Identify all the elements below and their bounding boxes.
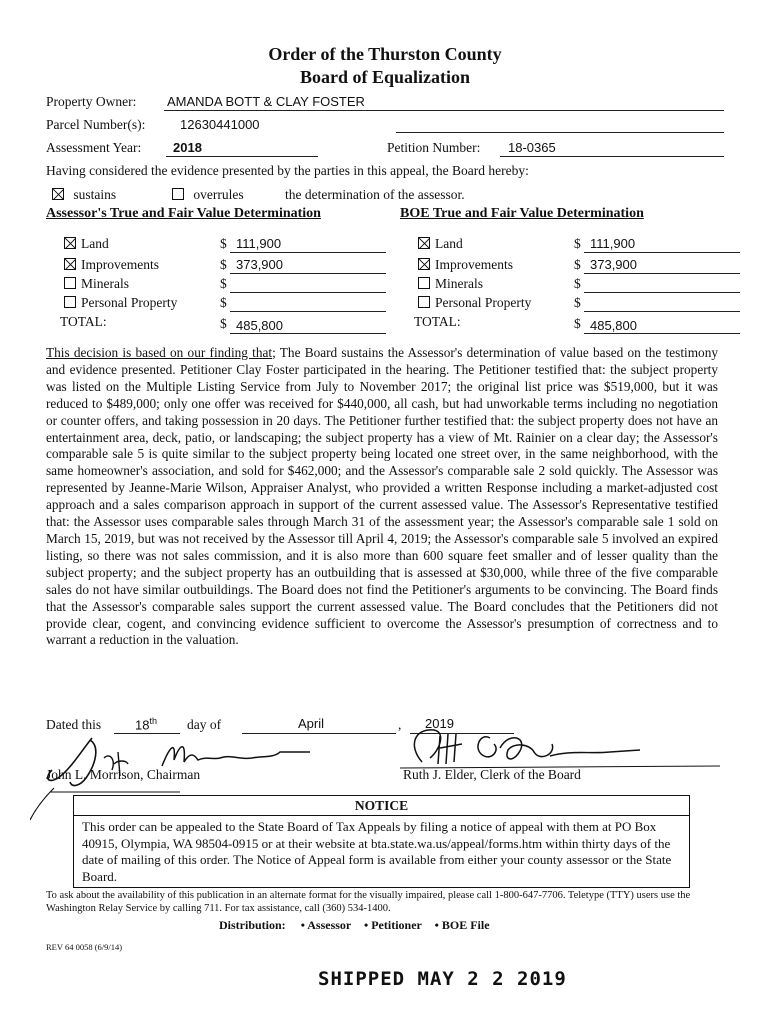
assessor-row-land[interactable] [64, 236, 109, 252]
dated-day-of: day of [187, 717, 222, 732]
owner-label: Property Owner: [46, 94, 137, 109]
assessor-value-line [230, 252, 386, 253]
decision-body [46, 345, 718, 649]
assessor-total-value: 485,800 [236, 318, 283, 333]
sustains-label: sustains [73, 187, 117, 202]
document-title-line2: Board of Equalization [299, 67, 471, 87]
assessor-row-label: Minerals [81, 276, 129, 291]
boe-total-value: 485,800 [590, 318, 637, 333]
boe-value-line [584, 273, 740, 274]
assessor-currency-symbol: $ [220, 257, 227, 272]
form-id: REV 64 0058 (6/9/14) [46, 942, 123, 952]
finding-lead: This decision is based on our finding that [46, 345, 273, 360]
dated-prefix: Dated this [46, 717, 102, 732]
overrules-option[interactable] [172, 187, 244, 203]
boe-currency-symbol: $ [574, 257, 581, 272]
boe-row-land[interactable] [418, 236, 463, 252]
parcel-value: 12630441000 [180, 117, 260, 132]
parcel-label: Parcel Number(s): [46, 117, 146, 132]
boe-value: 111,900 [590, 236, 636, 251]
dated-comma: , [398, 717, 402, 732]
assessor-row-improvements[interactable] [64, 257, 159, 273]
distribution-label: Distribution: [219, 918, 286, 932]
decision-intro: Having considered the evidence presented by the parties in this appeal, the Board hereby: [46, 163, 529, 178]
boe-row-label: Improvements [435, 257, 513, 272]
overrules-label: overrules [193, 187, 244, 202]
boe-value-line [584, 252, 740, 253]
assessor-value: 373,900 [236, 257, 283, 272]
assessor-minerals-checkbox[interactable] [64, 277, 76, 289]
boe-total-currency: $ [574, 316, 581, 331]
boe-heading: BOE True and Fair Value Determination [400, 206, 644, 221]
notice-box [73, 795, 690, 888]
boe-minerals-checkbox[interactable] [418, 277, 430, 289]
clerk-name: Ruth J. Elder, Clerk of the Board [403, 767, 581, 782]
shipped-stamp: SHIPPED MAY 2 2 2019 [318, 968, 567, 990]
assessor-currency-symbol: $ [220, 295, 227, 310]
assessor-total-label: TOTAL: [60, 314, 107, 329]
assessment-year-label: Assessment Year: [46, 140, 142, 155]
assessor-row-label: Improvements [81, 257, 159, 272]
boe-personal-property-checkbox[interactable] [418, 296, 430, 308]
boe-row-label: Minerals [435, 276, 483, 291]
dated-year: 2019 [425, 716, 454, 731]
overrules-checkbox[interactable] [172, 188, 184, 200]
boe-row-minerals[interactable] [418, 276, 483, 292]
boe-value: 373,900 [590, 257, 637, 272]
boe-land-checkbox[interactable] [418, 237, 430, 249]
boe-currency-symbol: $ [574, 236, 581, 251]
assessor-row-personal-property[interactable] [64, 295, 177, 311]
assessor-row-minerals[interactable] [64, 276, 129, 292]
dated-month: April [298, 716, 325, 731]
assessor-heading: Assessor's True and Fair Value Determination [46, 206, 321, 221]
assessor-total-currency: $ [220, 316, 227, 331]
boe-value-line [584, 292, 740, 293]
document-title-line1: Order of the Thurston County [268, 44, 502, 64]
boe-total-label: TOTAL: [414, 314, 461, 329]
assessor-value-line [230, 273, 386, 274]
assessor-total-line [230, 333, 386, 334]
assessor-value-line [230, 311, 386, 312]
distribution-line: Distribution: • Assessor • Petitioner • BOE File [219, 918, 490, 932]
notice-divider [74, 815, 689, 816]
assessor-row-label: Personal Property [81, 295, 178, 310]
notice-text: This order can be appealed to the State Board of Tax Appeals by filing a notice of appeal with them at PO Box 40915, Olympia, WA 98504-0915 or at their website at bta.state.wa.us/appeal/forms.htm within thirty days of the date of mailing of this order. The Notice of Appeal form is available from either your county assessor or the State Board. [82, 819, 672, 884]
distribution-petitioner: Petitioner [371, 918, 422, 932]
sustains-option[interactable] [52, 187, 116, 203]
boe-total-line [584, 333, 740, 334]
accessibility-note: To ask about the availability of this publication in an alternate format for the visually impaired, please call 1-800-647-7706. Teletype (TTY) users use the Washington Relay Service by calling 711. For tax assistance, call (360) 534-1400. [46, 890, 691, 914]
boe-value-line [584, 311, 740, 312]
sustains-checkbox[interactable] [52, 188, 64, 200]
boe-row-label: Land [435, 236, 463, 251]
assessor-value-line [230, 292, 386, 293]
boe-row-label: Personal Property [435, 295, 532, 310]
year-line [166, 156, 318, 157]
assessor-improvements-checkbox[interactable] [64, 258, 76, 270]
owner-line [164, 110, 724, 111]
assessor-personal-property-checkbox[interactable] [64, 296, 76, 308]
boe-currency-symbol: $ [574, 276, 581, 291]
boe-currency-symbol: $ [574, 295, 581, 310]
finding-text: ; The Board sustains the Assessor's determination of value based on the testimony and evidence presented. Petitioner Clay Foster participated in the hearing. The Petitioner testified that: the subject property was listed on the Multiple Listing Service from July to November 2017; the original list price was $519,000, but it was reduced to $489,000; only one offer was received for $440,000, all cash, but had unworkable terms including no negotiation or counter offers, and taking possession in 20 days. The Petitioner further testified that: the subject property does not have an entertainment area, deck, patio, or landscaping; the subject property has a view of Mt. Rainier on a clear day; the Assessor's comparable sale 5 is quite similar to the subject property being located one street over, in the same neighborhood, with the same homeowner's association, and sold for $462,000; and the Assessor's comparable sale 2 sold quickly. The Assessor was represented by Jeanne-Marie Wilson, Appraiser Analyst, who provided a written Response including a market-adjusted cost approach and a sales comparison approach in support of the current assessed value. The Assessor's Representative testified that: the Assessor uses comparable sales through March 31 of the assessment year; the Assessor's comparable sale 1 sold on March 15, 2019, but was not received by the Assessor till April 4, 2019; the Assessor's comparable sale 5 involved an expired listing, so there was not sales commission, and it is also more than 600 square feet smaller and of lesser quality than the subject property; and the subject property has an outbuilding that is assessed at $30,000, while three of the five comparable sales do not have similar outbuildings. The Board does not find the Petitioner's arguments to be convincing. The Board finds that the Assessor's comparable sales support the current assessed value. The Board concludes that the Petitioners did not provide clear, cogent, and convincing evidence sufficient to overcome the Assessor's presumption of correctness and to warrant a reduction in the valuation. [46, 345, 718, 648]
owner-value: AMANDA BOTT & CLAY FOSTER [167, 94, 365, 109]
assessor-row-label: Land [81, 236, 109, 251]
petition-value: 18-0365 [508, 140, 556, 155]
assessor-land-checkbox[interactable] [64, 237, 76, 249]
assessor-currency-symbol: $ [220, 236, 227, 251]
assessment-year-value: 2018 [173, 140, 202, 155]
assessor-value: 111,900 [236, 236, 282, 251]
notice-title: NOTICE [354, 798, 409, 813]
distribution-boe-file: BOE File [441, 918, 490, 932]
petition-label: Petition Number: [387, 140, 481, 155]
boe-row-improvements[interactable] [418, 257, 513, 273]
day-number: 18 [135, 717, 150, 733]
boe-improvements-checkbox[interactable] [418, 258, 430, 270]
chairman-name: John L. Morrison, Chairman [46, 767, 201, 782]
decision-tail: the determination of the assessor. [285, 187, 465, 202]
petition-line [500, 156, 724, 157]
assessor-currency-symbol: $ [220, 276, 227, 291]
boe-row-personal-property[interactable] [418, 295, 531, 311]
distribution-assessor: Assessor [307, 918, 352, 932]
day-suffix: th [149, 716, 157, 726]
parcel-line [396, 132, 724, 133]
